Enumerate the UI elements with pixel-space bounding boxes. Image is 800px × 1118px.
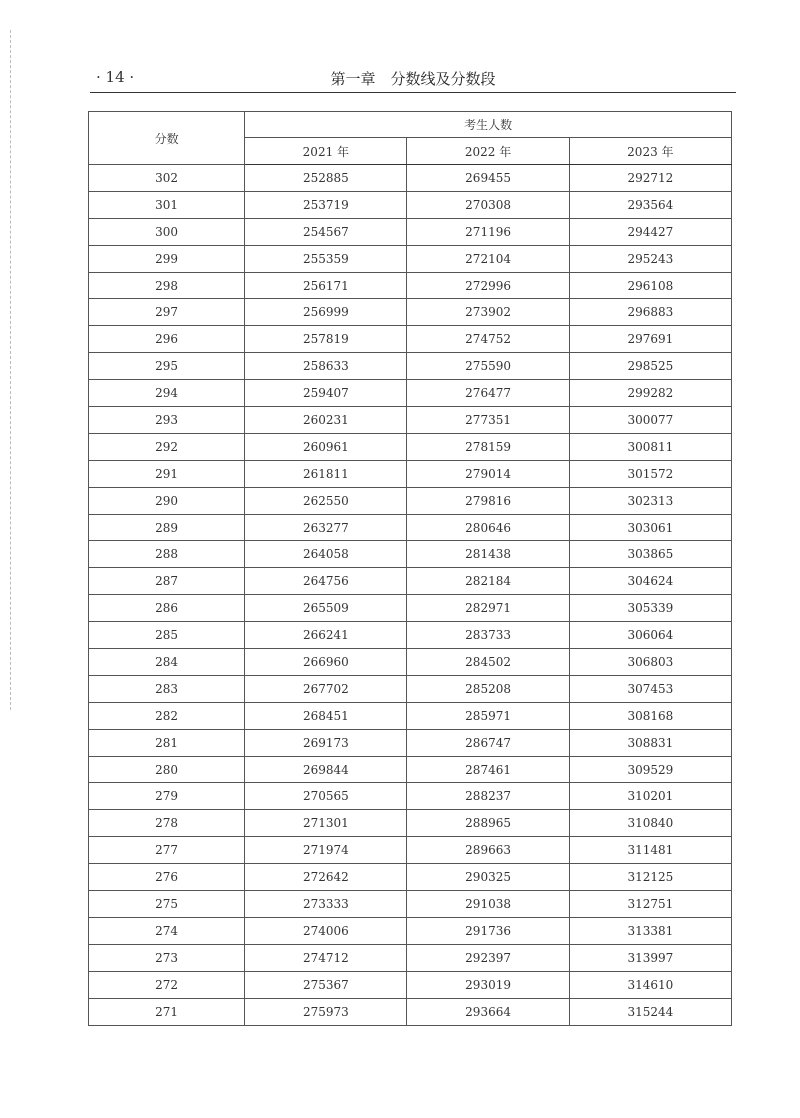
count-cell: 288965 <box>407 810 569 837</box>
count-cell: 252885 <box>245 165 407 192</box>
table-row <box>89 460 732 487</box>
table-row <box>89 407 732 434</box>
score-cell: 297 <box>89 299 245 326</box>
score-cell: 271 <box>89 998 245 1025</box>
count-cell: 263277 <box>245 514 407 541</box>
count-cell: 293564 <box>569 191 731 218</box>
count-cell: 279014 <box>407 460 569 487</box>
count-cell: 266241 <box>245 622 407 649</box>
count-cell: 277351 <box>407 407 569 434</box>
count-cell: 275973 <box>245 998 407 1025</box>
count-cell: 306803 <box>569 649 731 676</box>
table-row <box>89 622 732 649</box>
table-row <box>89 595 732 622</box>
score-cell: 296 <box>89 326 245 353</box>
count-cell: 273333 <box>245 891 407 918</box>
count-cell: 272996 <box>407 272 569 299</box>
table-row <box>89 702 732 729</box>
score-column-header: 分数 <box>89 112 245 165</box>
count-cell: 258633 <box>245 353 407 380</box>
count-cell: 293019 <box>407 971 569 998</box>
table-row <box>89 191 732 218</box>
count-cell: 313381 <box>569 917 731 944</box>
count-cell: 300077 <box>569 407 731 434</box>
count-cell: 274712 <box>245 944 407 971</box>
count-cell: 261811 <box>245 460 407 487</box>
count-cell: 256171 <box>245 272 407 299</box>
count-cell: 270565 <box>245 783 407 810</box>
count-cell: 282184 <box>407 568 569 595</box>
count-cell: 311481 <box>569 837 731 864</box>
count-cell: 310201 <box>569 783 731 810</box>
table-row <box>89 353 732 380</box>
score-cell: 274 <box>89 917 245 944</box>
count-cell: 308168 <box>569 702 731 729</box>
score-cell: 276 <box>89 864 245 891</box>
count-cell: 256999 <box>245 299 407 326</box>
table-row <box>89 541 732 568</box>
table-row <box>89 487 732 514</box>
count-cell: 281438 <box>407 541 569 568</box>
page-header <box>90 66 736 90</box>
count-cell: 264058 <box>245 541 407 568</box>
count-cell: 283733 <box>407 622 569 649</box>
score-cell: 284 <box>89 649 245 676</box>
count-cell: 259407 <box>245 380 407 407</box>
page-number: · 14 · <box>96 68 135 86</box>
score-cell: 292 <box>89 433 245 460</box>
score-distribution-table <box>88 111 732 1026</box>
count-cell: 292397 <box>407 944 569 971</box>
score-cell: 294 <box>89 380 245 407</box>
table-row <box>89 998 732 1025</box>
count-cell: 286747 <box>407 729 569 756</box>
table-row <box>89 514 732 541</box>
count-cell: 285971 <box>407 702 569 729</box>
count-cell: 293664 <box>407 998 569 1025</box>
table-row <box>89 433 732 460</box>
count-cell: 278159 <box>407 433 569 460</box>
count-cell: 276477 <box>407 380 569 407</box>
score-cell: 300 <box>89 218 245 245</box>
score-cell: 273 <box>89 944 245 971</box>
chapter-title: 第一章 分数线及分数段 <box>330 70 496 88</box>
table-row <box>89 783 732 810</box>
count-cell: 297691 <box>569 326 731 353</box>
count-cell: 301572 <box>569 460 731 487</box>
count-cell: 296883 <box>569 299 731 326</box>
count-cell: 310840 <box>569 810 731 837</box>
table-row <box>89 864 732 891</box>
table-row <box>89 971 732 998</box>
table-row <box>89 891 732 918</box>
count-cell: 312751 <box>569 891 731 918</box>
count-cell: 291038 <box>407 891 569 918</box>
count-cell: 300811 <box>569 433 731 460</box>
count-cell: 288237 <box>407 783 569 810</box>
count-cell: 269455 <box>407 165 569 192</box>
count-cell: 312125 <box>569 864 731 891</box>
count-cell: 285208 <box>407 675 569 702</box>
count-cell: 254567 <box>245 218 407 245</box>
count-cell: 307453 <box>569 675 731 702</box>
count-cell: 314610 <box>569 971 731 998</box>
score-cell: 283 <box>89 675 245 702</box>
table-body <box>89 165 732 1026</box>
count-cell: 287461 <box>407 756 569 783</box>
score-cell: 289 <box>89 514 245 541</box>
count-cell: 274006 <box>245 917 407 944</box>
count-cell: 271196 <box>407 218 569 245</box>
count-cell: 309529 <box>569 756 731 783</box>
score-cell: 298 <box>89 272 245 299</box>
count-cell: 255359 <box>245 245 407 272</box>
table-row <box>89 756 732 783</box>
count-cell: 253719 <box>245 191 407 218</box>
table-row <box>89 299 732 326</box>
score-cell: 293 <box>89 407 245 434</box>
year-header: 2022 年 <box>407 138 569 165</box>
count-cell: 303061 <box>569 514 731 541</box>
table-row <box>89 326 732 353</box>
score-cell: 279 <box>89 783 245 810</box>
count-cell: 306064 <box>569 622 731 649</box>
table-row <box>89 272 732 299</box>
count-cell: 299282 <box>569 380 731 407</box>
score-cell: 278 <box>89 810 245 837</box>
count-cell: 262550 <box>245 487 407 514</box>
count-cell: 266960 <box>245 649 407 676</box>
count-cell: 271974 <box>245 837 407 864</box>
count-cell: 279816 <box>407 487 569 514</box>
year-header: 2021 年 <box>245 138 407 165</box>
score-cell: 290 <box>89 487 245 514</box>
score-cell: 301 <box>89 191 245 218</box>
count-cell: 267702 <box>245 675 407 702</box>
count-cell: 275590 <box>407 353 569 380</box>
count-cell: 295243 <box>569 245 731 272</box>
count-cell: 269173 <box>245 729 407 756</box>
header-rule <box>90 92 736 93</box>
count-cell: 298525 <box>569 353 731 380</box>
table-row <box>89 917 732 944</box>
table-row <box>89 568 732 595</box>
score-cell: 277 <box>89 837 245 864</box>
count-cell: 260231 <box>245 407 407 434</box>
score-cell: 275 <box>89 891 245 918</box>
score-cell: 285 <box>89 622 245 649</box>
count-cell: 282971 <box>407 595 569 622</box>
score-cell: 282 <box>89 702 245 729</box>
count-cell: 269844 <box>245 756 407 783</box>
year-header: 2023 年 <box>569 138 731 165</box>
score-cell: 299 <box>89 245 245 272</box>
count-cell: 315244 <box>569 998 731 1025</box>
score-cell: 272 <box>89 971 245 998</box>
count-cell: 302313 <box>569 487 731 514</box>
count-cell: 260961 <box>245 433 407 460</box>
count-cell: 273902 <box>407 299 569 326</box>
score-cell: 295 <box>89 353 245 380</box>
count-cell: 280646 <box>407 514 569 541</box>
score-cell: 287 <box>89 568 245 595</box>
count-cell: 296108 <box>569 272 731 299</box>
count-cell: 313997 <box>569 944 731 971</box>
count-cell: 275367 <box>245 971 407 998</box>
table-row <box>89 165 732 192</box>
table-row <box>89 729 732 756</box>
count-cell: 272642 <box>245 864 407 891</box>
count-cell: 271301 <box>245 810 407 837</box>
table-row <box>89 218 732 245</box>
count-cell: 304624 <box>569 568 731 595</box>
count-cell: 289663 <box>407 837 569 864</box>
score-cell: 302 <box>89 165 245 192</box>
count-cell: 290325 <box>407 864 569 891</box>
score-cell: 281 <box>89 729 245 756</box>
table-row <box>89 380 732 407</box>
count-cell: 303865 <box>569 541 731 568</box>
score-cell: 286 <box>89 595 245 622</box>
count-cell: 292712 <box>569 165 731 192</box>
table-header <box>89 112 732 165</box>
table-row <box>89 245 732 272</box>
binding-edge-marks <box>10 30 17 710</box>
table-row <box>89 837 732 864</box>
table-row <box>89 649 732 676</box>
count-cell: 274752 <box>407 326 569 353</box>
score-cell: 288 <box>89 541 245 568</box>
table-row <box>89 675 732 702</box>
count-cell: 264756 <box>245 568 407 595</box>
score-cell: 291 <box>89 460 245 487</box>
score-cell: 280 <box>89 756 245 783</box>
count-cell: 308831 <box>569 729 731 756</box>
count-cell: 294427 <box>569 218 731 245</box>
table-row <box>89 810 732 837</box>
count-cell: 257819 <box>245 326 407 353</box>
count-cell: 291736 <box>407 917 569 944</box>
count-cell: 270308 <box>407 191 569 218</box>
count-cell: 272104 <box>407 245 569 272</box>
count-cell: 284502 <box>407 649 569 676</box>
candidate-count-header: 考生人数 <box>245 112 732 138</box>
table-row <box>89 944 732 971</box>
count-cell: 265509 <box>245 595 407 622</box>
count-cell: 268451 <box>245 702 407 729</box>
count-cell: 305339 <box>569 595 731 622</box>
